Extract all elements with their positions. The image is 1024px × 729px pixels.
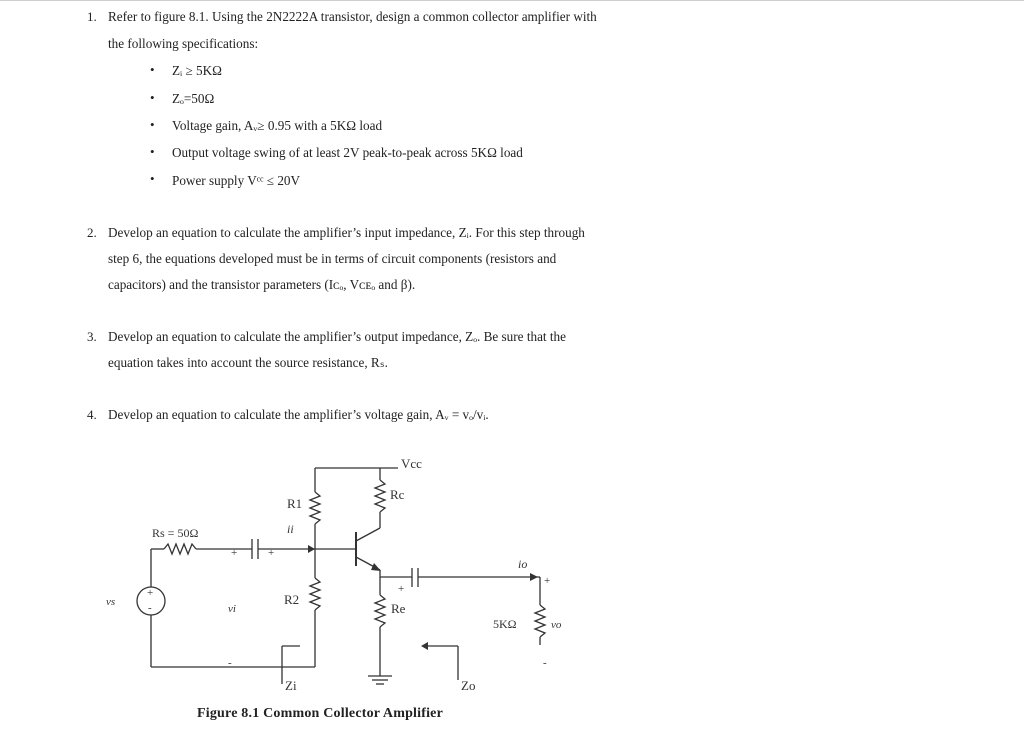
label-r2: R2 (284, 592, 300, 607)
re-resistor (375, 595, 385, 627)
item-4-number: 4. (87, 407, 97, 422)
label-ce-plus: + (398, 583, 405, 595)
source-minus-icon: - (148, 602, 152, 614)
label-vs: vs (106, 596, 116, 608)
spec-power-supply: Power supply Vᶜᶜ ≤ 20V (172, 173, 301, 188)
label-ii: ii (287, 522, 294, 536)
bullet-icon: • (150, 144, 155, 159)
spec-output-impedance: Zₒ=50Ω (172, 91, 215, 106)
spec-input-impedance: Zᵢ ≥ 5KΩ (172, 63, 222, 78)
label-vo: vo (551, 619, 562, 631)
r2-resistor (310, 578, 320, 610)
label-node-plus: + (268, 547, 275, 559)
item-1-number: 1. (87, 9, 97, 24)
bullet-icon: • (150, 90, 155, 105)
bullet-icon: • (150, 171, 155, 186)
item-2-number: 2. (87, 225, 97, 240)
rs-resistor (164, 544, 196, 554)
transistor-collector (356, 528, 380, 541)
label-vi: vi (228, 603, 236, 615)
label-re: Re (391, 601, 406, 616)
spec-voltage-gain: Voltage gain, Aᵥ≥ 0.95 with a 5KΩ load (172, 118, 383, 133)
label-cap-plus: + (231, 547, 238, 559)
label-io: io (518, 557, 528, 571)
label-zi: Zi (285, 678, 297, 693)
transistor-emitter-arrow-icon (371, 563, 381, 571)
ii-arrow-icon (308, 545, 315, 553)
io-arrow-icon (530, 573, 538, 581)
label-rc: Rc (390, 487, 405, 502)
label-in-minus: - (228, 657, 232, 669)
item-3-line-1: Develop an equation to calculate the amplifier’s output impedance, Zₒ. Be sure that the (108, 329, 567, 344)
item-2-line-2: step 6, the equations developed must be in terms of circuit components (resistors and (108, 251, 557, 266)
label-zo: Zo (461, 678, 476, 693)
bullet-icon: • (150, 117, 155, 132)
item-1-line-1: Refer to figure 8.1. Using the 2N2222A transistor, design a common collector amplifier with (108, 9, 597, 24)
r1-resistor (310, 492, 320, 524)
source-plus-icon: + (147, 587, 154, 599)
item-3-number: 3. (87, 329, 97, 344)
zo-arrow-icon (421, 642, 428, 650)
bullet-icon: • (150, 62, 155, 77)
spec-output-swing: Output voltage swing of at least 2V peak-to-peak across 5KΩ load (172, 145, 523, 160)
item-3-line-2: equation takes into account the source resistance, Rₛ. (108, 355, 388, 370)
item-1-line-2: the following specifications: (108, 36, 259, 51)
figure-caption: Figure 8.1 Common Collector Amplifier (197, 706, 444, 721)
rc-resistor (375, 480, 385, 512)
item-4-line-1: Develop an equation to calculate the amplifier’s voltage gain, Aᵥ = vₒ/vᵢ. (108, 407, 489, 422)
label-load: 5KΩ (493, 617, 517, 631)
label-vcc: Vcc (401, 456, 422, 471)
label-out-plus: + (544, 575, 551, 587)
item-2-line-1: Develop an equation to calculate the amplifier’s input impedance, Zᵢ. For this step through (108, 225, 585, 240)
item-2-line-3: capacitors) and the transistor parameters (Iᴄₒ, Vᴄᴇₒ and β). (108, 277, 416, 292)
label-rs: Rs = 50Ω (152, 526, 199, 540)
label-r1: R1 (287, 496, 303, 511)
label-out-minus: - (543, 657, 547, 669)
load-resistor (535, 605, 545, 637)
